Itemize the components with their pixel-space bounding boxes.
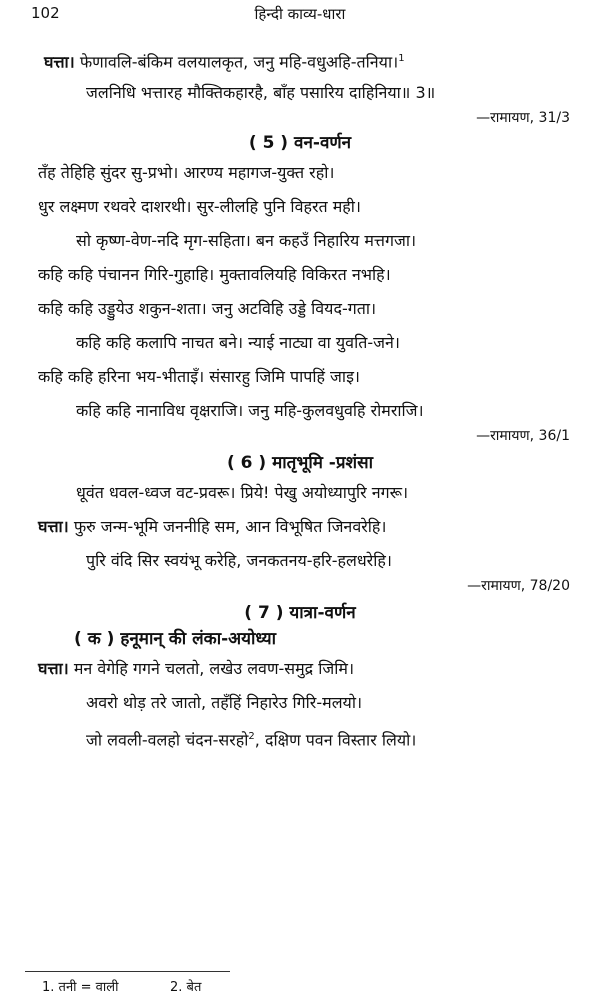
verse-line: [0, 720, 600, 754]
verse-prefix: घत्ता।: [38, 517, 69, 536]
verse-text: फुरु जन्म-भूमि जननीहि सम, आन विभूषित जिनवरेहि।: [68, 517, 387, 536]
footnote: 1. तनी = वाली: [42, 980, 119, 995]
footnote-marker: 2: [248, 731, 255, 742]
section-heading: ( 5 ) वन-वर्णन: [248, 133, 352, 153]
verse-line: धूवंत धवल-ध्वज वट-प्रवरू। प्रिये! पेखु अयोध्यापुरि नगरू।: [76, 483, 409, 502]
verse-line: सो कृष्ण-वेण-नदि मृग-सहिता। बन कहउँ निहारिय मत्तगजा।: [76, 231, 417, 250]
verse-prefix: घत्ता।: [44, 52, 75, 72]
footnote: 2. बेत: [170, 980, 202, 995]
verse-line: धुर लक्ष्मण रथवरे दाशरथी। सुर-लीलहि पुनि विहरत मही।: [38, 197, 361, 216]
source-citation: —रामायण, 36/1: [476, 428, 570, 444]
verse-line: [0, 510, 600, 544]
verse-text: , दक्षिण पवन विस्तार लियो।: [254, 730, 417, 750]
footnote-marker: 1: [398, 53, 405, 64]
verse-line: जलनिधि भत्तारह मौक्तिकहारहै, बाँह पसारिय दाहिनिया॥ 3॥: [86, 83, 436, 102]
subsection-heading: ( क ) हनूमान् की लंका-अयोध्या: [74, 629, 277, 649]
verse-line: कहि कहि नानाविध वृक्षराजि। जनु महि-कुलवधुवहि रोमराजि।: [76, 401, 424, 420]
section-heading: ( 6 ) मातृभूमि -प्रशंसा: [226, 453, 373, 473]
verse-text: फेणावलि-बंकिम वलयालकृत, जनु महि-वधुअहि-तनिया।: [74, 52, 399, 72]
source-citation: —रामायण, 78/20: [467, 578, 570, 594]
verse-prefix: घत्ता।: [38, 659, 69, 678]
verse-line: कहि कहि पंचानन गिरि-गुहाहि। मुक्तावलियहि विकिरत नभहि।: [38, 265, 391, 284]
verse-line: तँह तेहिहि सुंदर सु-प्रभो। आरण्य महागज-युक्त रहो।: [38, 163, 335, 182]
verse-line: कहि कहि उड्डुयेउ शकुन-शता। जनु अटविहि उड्डे वियद-गता।: [38, 299, 377, 318]
verse-line: अवरो थोड़ तरे जातो, तहँहिं निहारेउ गिरि-मलयो।: [86, 693, 363, 712]
footnote-divider: [25, 971, 230, 972]
verse-line: पुरि वंदि सिर स्वयंभू करेहि, जनकतनय-हरि-हलधरेहि।: [86, 551, 392, 570]
verse-line: कहि कहि कलापि नाचत बने। न्याई नाट्या वा युवति-जने।: [76, 333, 400, 352]
running-title: हिन्दी काव्य-धारा: [254, 5, 346, 23]
verse-text: मन वेगेहि गगने चलतो, लखेउ लवण-समुद्र जिमि।: [68, 659, 355, 678]
verse-line: कहि कहि हरिना भय-भीताइँ। संसारहु जिमि पापहिं जाइ।: [38, 367, 360, 386]
verse-text: जो लवली-वलहो चंदन-सरहो: [86, 730, 249, 750]
verse-line: [0, 42, 600, 76]
section-heading: ( 7 ) यात्रा-वर्णन: [244, 603, 356, 623]
page-number: 102: [31, 4, 60, 22]
source-citation: —रामायण, 31/3: [476, 110, 570, 126]
verse-line: [0, 652, 600, 686]
